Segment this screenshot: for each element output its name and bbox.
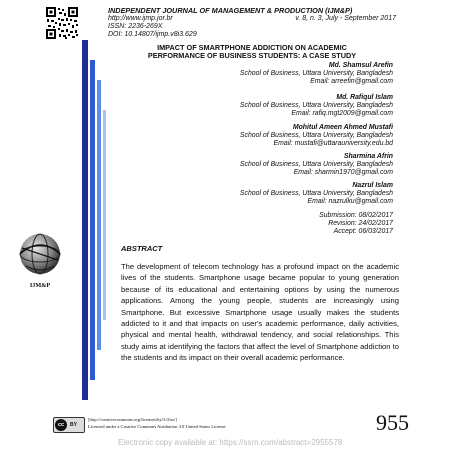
decor-bar-pale-blue <box>103 110 106 320</box>
author-block-3 <box>240 124 393 149</box>
license-text: Licensed under a Creative Commons Attribution 3.0 United States License <box>88 424 226 429</box>
paper-title-line-1: IMPACT OF SMARTPHONE ADDICTION ON ACADEMIC <box>157 43 347 52</box>
abstract-heading: ABSTRACT <box>121 244 163 253</box>
journal-volume: v. 8, n. 3, July - September 2017 <box>295 15 396 22</box>
journal-url: http://www.ijmp.jor.br <box>108 15 173 22</box>
submission-date: Submission: 08/02/2017 <box>319 212 393 219</box>
journal-name: INDEPENDENT JOURNAL OF MANAGEMENT & PRODUCTION (IJM&P) <box>108 6 353 15</box>
ssrn-watermark: Electronic copy available at: https://ssrn.com/abstract=2955578 <box>118 438 343 447</box>
abstract-body: The development of telecom technology has a profound impact on the academic lives of the students. Smartphone usage became popular to young generation because of its educational and entertaining options by using the numerous applications. Among the young people, students are increasingly using Smartphone. But excessive Smartphone usage usually makes the students addicted to it and that impacts on user's academic performance, daily activities, physical and mental health, withdrawal tendency, and social relationships. This study aims at identifying the factors that affect the level of Smartphone addiction to the students and its impact on their overall academic performance. <box>121 262 399 363</box>
author-email: Email: mustafi@uttarauniversity.edu.bd <box>273 140 393 148</box>
author-affiliation: School of Business, Uttara University, Bangladesh <box>239 161 393 169</box>
author-affiliation: School of Business, Uttara University, Bangladesh <box>239 190 393 198</box>
decor-bar-light-blue <box>97 80 101 350</box>
license-url[interactable]: [http://creativecommons.org/licenses/by/3.0/us/] <box>88 417 177 422</box>
revision-date: Revision: 24/02/2017 <box>328 220 393 228</box>
ijmp-logo <box>16 230 64 278</box>
cc-license-badge[interactable] <box>53 417 85 433</box>
author-email: Email: arreefin@gmail.com <box>310 78 393 86</box>
logo-text: IJM&P <box>29 282 51 289</box>
journal-doi: DOI: 10.14807/ijmp.v8i3.629 <box>108 31 197 38</box>
submission-dates <box>319 212 393 237</box>
globe-icon <box>16 230 64 278</box>
qr-code <box>45 6 79 40</box>
decor-bar-blue <box>90 60 95 380</box>
accept-date: Accept: 06/03/2017 <box>333 228 393 236</box>
author-name: Md. Rafiqul Islam <box>336 94 393 101</box>
page-number: 955 <box>376 410 409 435</box>
author-affiliation: School of Business, Uttara University, Bangladesh <box>239 70 393 78</box>
journal-issn: ISSN: 2236-269X <box>108 23 163 30</box>
author-email: Email: rafiq.mgt2009@gmail.com <box>291 110 393 118</box>
cc-icon: cc <box>55 419 67 431</box>
author-name: Nazrul Islam <box>352 182 393 189</box>
author-email: Email: nazrulku@gmail.com <box>307 198 393 206</box>
author-block-4 <box>240 153 393 178</box>
paper-title-line-2: PERFORMANCE OF BUSINESS STUDENTS: A CASE STUDY <box>147 51 357 61</box>
author-name: Sharmina Afrin <box>343 153 393 160</box>
author-block-5 <box>240 182 393 207</box>
author-email: Email: sharmin1970@gmail.com <box>293 169 393 177</box>
author-affiliation: School of Business, Uttara University, Bangladesh <box>239 102 393 110</box>
paper-title <box>108 44 396 61</box>
author-affiliation: School of Business, Uttara University, Bangladesh <box>239 132 393 140</box>
decor-bar-dark <box>82 40 88 400</box>
author-block-1 <box>240 62 393 87</box>
author-block-2 <box>240 94 393 119</box>
author-name: Md. Shamsul Arefin <box>328 62 393 69</box>
author-name: Mohitul Ameen Ahmed Mustafi <box>292 124 393 131</box>
cc-by-label: BY <box>70 422 77 428</box>
